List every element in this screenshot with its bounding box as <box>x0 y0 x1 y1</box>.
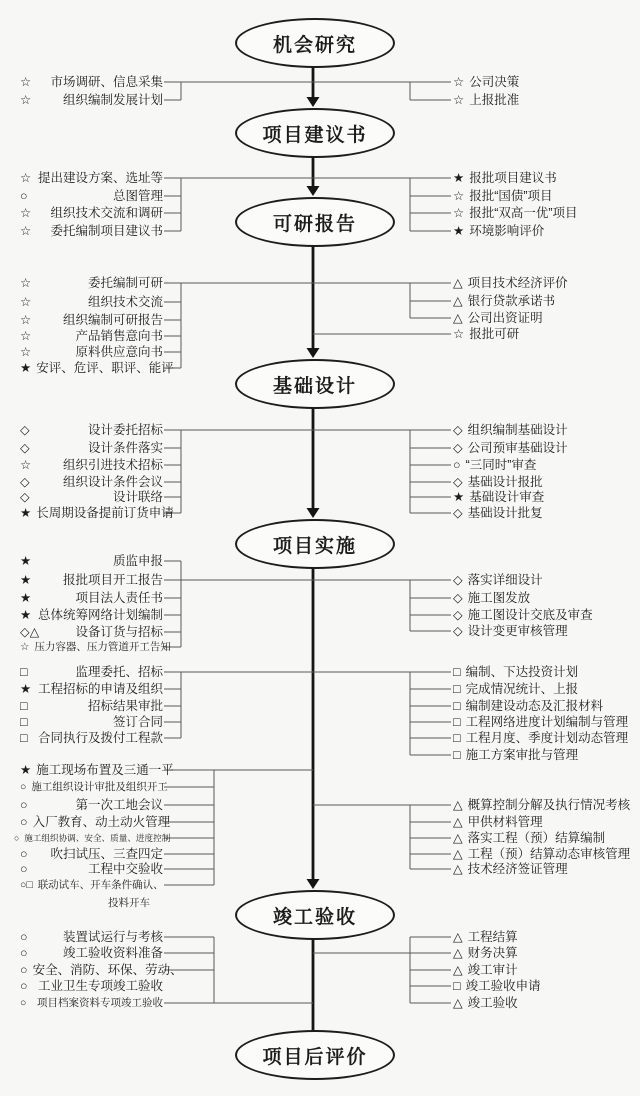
marker-icon: □ <box>453 730 461 745</box>
task-label: 组织编制发展计划 <box>62 92 163 107</box>
task-label: 施工图发放 <box>467 590 531 605</box>
task-item-right <box>453 995 518 1011</box>
task-label: 工程结算 <box>467 929 518 944</box>
marker-icon: ☆ <box>20 74 32 89</box>
task-label: 设计联络 <box>112 489 163 504</box>
marker-icon: ○ <box>20 962 28 977</box>
task-item-right <box>453 223 544 239</box>
marker-icon: △ <box>453 275 463 290</box>
task-label: 委托编制可研 <box>87 275 163 290</box>
task-label: 竣工验收资料准备 <box>62 945 163 960</box>
marker-icon: ☆ <box>20 312 32 327</box>
marker-icon: ○ <box>20 861 28 876</box>
task-label: 工程中交验收 <box>87 861 163 876</box>
task-label: 合同执行及拨付工程款 <box>37 730 163 745</box>
task-item-right <box>453 698 603 714</box>
task-item-right <box>453 730 628 746</box>
task-item-left <box>0 929 163 945</box>
marker-icon: △ <box>453 846 463 861</box>
stage-node-post-evaluation: 项目后评价 <box>235 1030 395 1080</box>
task-item-left <box>0 223 163 239</box>
marker-icon: □ <box>20 664 28 679</box>
task-label: 银行贷款承诺书 <box>467 293 556 308</box>
marker-icon: ◇ <box>453 607 463 622</box>
task-item-left <box>0 978 163 994</box>
task-label: 落实工程（预）结算编制 <box>467 830 606 845</box>
task-item-left <box>0 846 163 862</box>
marker-icon: ◇ <box>453 505 463 520</box>
task-label: 组织引进技术招标 <box>62 457 163 472</box>
task-item-right <box>453 170 557 186</box>
task-label: 编制、下达投资计划 <box>465 664 579 679</box>
marker-icon: ◇ <box>453 572 463 587</box>
task-item-left <box>0 205 163 221</box>
task-label: 设计变更审核管理 <box>467 623 568 638</box>
marker-icon: ☆ <box>20 294 32 309</box>
marker-icon: ○ <box>20 978 28 993</box>
marker-icon: ○ <box>20 846 28 861</box>
marker-icon: ◇ <box>20 489 30 504</box>
marker-icon: ★ <box>453 223 465 238</box>
marker-icon: ☆ <box>20 170 32 185</box>
task-item-right <box>453 929 518 945</box>
task-label: 上报批准 <box>469 92 520 107</box>
marker-icon: □ <box>453 698 461 713</box>
task-item-left <box>0 895 150 911</box>
task-label: 报批可研 <box>469 326 520 341</box>
task-item-left <box>0 861 163 877</box>
marker-icon: ☆ <box>20 275 32 290</box>
marker-icon: □ <box>453 714 461 729</box>
task-item-left <box>0 714 163 730</box>
task-item-right <box>453 590 530 606</box>
task-item-left <box>0 590 163 606</box>
task-label: 报批项目建议书 <box>469 170 557 185</box>
task-item-left <box>0 422 163 438</box>
task-label: 组织设计条件会议 <box>62 474 163 489</box>
task-label: 施工组织协调、安全、质量、进度控制 <box>24 832 171 843</box>
task-item-left <box>0 664 163 680</box>
marker-icon: △ <box>453 962 463 977</box>
task-label: 基础设计审查 <box>469 489 545 504</box>
task-item-right <box>453 607 593 623</box>
task-label: 甲供材料管理 <box>467 814 543 829</box>
task-item-right <box>453 474 543 490</box>
task-item-left <box>0 572 163 588</box>
task-item-left <box>0 360 174 376</box>
task-item-left <box>0 797 163 813</box>
task-item-right <box>453 945 518 961</box>
task-item-left <box>0 830 171 846</box>
task-label: 环境影响评价 <box>469 223 545 238</box>
task-label: 长周期设备提前订货申请 <box>36 505 174 520</box>
marker-icon: ★ <box>20 572 32 587</box>
task-item-right <box>453 326 519 342</box>
task-item-left <box>0 814 171 830</box>
task-label: 施工方案审批与管理 <box>465 747 579 762</box>
task-label: 基础设计批复 <box>467 505 543 520</box>
marker-icon: ★ <box>20 590 32 605</box>
marker-icon: ◇ <box>453 590 463 605</box>
task-item-left <box>0 730 163 746</box>
marker-icon: ☆ <box>453 188 465 203</box>
marker-icon: △ <box>453 830 463 845</box>
marker-icon: ◇ <box>20 474 30 489</box>
task-label: 吹扫试压、三查四定 <box>50 846 163 861</box>
task-label: 产品销售意向书 <box>75 328 163 343</box>
task-label: 招标结果审批 <box>87 698 163 713</box>
task-item-right <box>453 505 543 521</box>
task-item-left <box>0 489 163 505</box>
task-label: 竣工验收 <box>467 995 518 1010</box>
marker-icon: ○ <box>20 797 28 812</box>
task-item-left <box>0 328 163 344</box>
task-item-right <box>453 962 518 978</box>
task-label: 公司出资证明 <box>467 310 543 325</box>
marker-icon: ☆ <box>20 92 32 107</box>
task-item-left <box>0 170 163 186</box>
task-item-right <box>453 830 605 846</box>
task-item-left <box>0 474 163 490</box>
task-label: 公司决策 <box>469 74 520 89</box>
task-item-left <box>0 945 163 961</box>
task-label: 装置试运行与考核 <box>62 929 163 944</box>
task-label: 报批“国债”项目 <box>469 188 553 203</box>
task-item-right <box>453 747 578 763</box>
task-item-right <box>453 422 568 438</box>
task-item-left <box>0 681 163 697</box>
task-item-right <box>453 205 578 221</box>
task-label: 概算控制分解及执行情况考核 <box>467 797 631 812</box>
marker-icon: ○ <box>20 188 28 203</box>
task-label: 财务决算 <box>467 945 518 960</box>
marker-icon: ○ <box>20 945 28 960</box>
task-label: 报批项目开工报告 <box>62 572 163 587</box>
stage-node-feasibility-report: 可研报告 <box>235 197 395 247</box>
marker-icon: ★ <box>20 505 32 520</box>
task-label: 竣工审计 <box>467 962 518 977</box>
task-item-right <box>453 623 568 639</box>
task-item-left <box>0 779 168 795</box>
marker-icon: ○ <box>20 814 28 829</box>
task-item-left <box>0 624 163 640</box>
marker-icon: ◇ <box>453 474 463 489</box>
task-label: 施工组织设计审批及组织开工 <box>31 780 168 793</box>
task-label: 基础设计报批 <box>467 474 543 489</box>
stage-node-opportunity-study: 机会研究 <box>235 18 395 68</box>
task-item-right <box>453 74 519 90</box>
task-label: 组织技术交流 <box>87 294 163 309</box>
task-label: 质监申报 <box>112 553 163 568</box>
task-item-left <box>0 440 163 456</box>
task-label: 提出建设方案、选址等 <box>37 170 163 185</box>
marker-icon: ○ <box>453 457 461 472</box>
task-item-left <box>0 698 163 714</box>
task-item-right <box>453 797 630 813</box>
marker-icon: ◇ <box>453 422 463 437</box>
task-label: 落实详细设计 <box>467 572 543 587</box>
task-item-left <box>0 607 163 623</box>
stage-node-implementation: 项目实施 <box>235 519 395 569</box>
task-label: 施工现场布置及三通一平 <box>36 762 174 777</box>
task-item-left <box>0 995 163 1011</box>
marker-icon: ○ <box>14 832 20 843</box>
marker-icon: △ <box>453 945 463 960</box>
marker-icon: △ <box>453 797 463 812</box>
stage-node-project-proposal: 项目建议书 <box>235 108 395 158</box>
task-label: 工程月度、季度计划动态管理 <box>465 730 629 745</box>
task-item-left <box>0 457 163 473</box>
task-label: 公司预审基础设计 <box>467 440 568 455</box>
marker-icon: ★ <box>20 681 32 696</box>
task-item-left <box>0 639 171 655</box>
task-label: 安评、危评、职评、能评 <box>36 360 174 375</box>
task-label: 组织技术交流和调研 <box>50 205 163 220</box>
marker-icon: □ <box>453 681 461 696</box>
marker-icon: ◇ <box>453 623 463 638</box>
task-label: 委托编制项目建议书 <box>50 223 163 238</box>
task-label: 项目法人责任书 <box>75 590 163 605</box>
marker-icon: ☆ <box>453 205 465 220</box>
marker-icon: ☆ <box>20 328 32 343</box>
task-item-right <box>453 846 630 862</box>
task-item-left <box>0 553 163 569</box>
task-label: 投料开车 <box>108 896 150 909</box>
task-label: 压力容器、压力管道开工告知 <box>34 640 171 653</box>
marker-icon: ☆ <box>453 92 465 107</box>
task-label: 竣工验收申请 <box>465 978 541 993</box>
task-item-left <box>0 275 163 291</box>
marker-icon: ★ <box>453 170 465 185</box>
task-label: 入厂教育、动土动火管理 <box>32 814 171 829</box>
marker-icon: ☆ <box>20 344 32 359</box>
marker-icon: ◇ <box>20 440 30 455</box>
task-item-right <box>453 440 568 456</box>
task-label: “三同时”审查 <box>465 457 537 472</box>
task-label: 联动试车、开车条件确认、 <box>37 878 164 891</box>
marker-icon: ○ <box>20 780 27 793</box>
task-item-left <box>0 762 174 778</box>
task-item-right <box>453 188 553 204</box>
marker-icon: ★ <box>20 762 32 777</box>
task-label: 完成情况统计、上报 <box>465 681 579 696</box>
task-label: 市场调研、信息采集 <box>50 74 163 89</box>
task-label: 工业卫生专项竣工验收 <box>37 978 163 993</box>
task-label: 安全、消防、环保、劳动、 <box>32 962 183 977</box>
task-item-right <box>453 681 578 697</box>
task-label: 监理委托、招标 <box>75 664 163 679</box>
task-label: 项目技术经济评价 <box>467 275 568 290</box>
stage-node-completion-acceptance: 竣工验收 <box>235 890 395 940</box>
task-item-left <box>0 877 163 893</box>
marker-icon: □ <box>453 664 461 679</box>
task-label: 设计委托招标 <box>87 422 163 437</box>
task-item-right <box>453 814 543 830</box>
task-item-right <box>453 293 555 309</box>
marker-icon: △ <box>453 861 463 876</box>
marker-icon: ◇ <box>453 440 463 455</box>
task-item-right <box>453 92 519 108</box>
marker-icon: ★ <box>20 607 32 622</box>
marker-icon: ◇ <box>20 422 30 437</box>
task-label: 工程（预）结算动态审核管理 <box>467 846 631 861</box>
task-item-right <box>453 457 536 473</box>
task-item-right <box>453 572 543 588</box>
task-label: 工程招标的申请及组织 <box>37 681 163 696</box>
marker-icon: ☆ <box>453 326 465 341</box>
marker-icon: △ <box>453 814 463 829</box>
marker-icon: ◇△ <box>20 624 40 639</box>
task-item-right <box>453 664 578 680</box>
marker-icon: □ <box>453 978 461 993</box>
task-label: 设备订货与招标 <box>75 624 163 639</box>
marker-icon: ☆ <box>20 640 30 653</box>
task-item-right <box>453 978 541 994</box>
task-label: 第一次工地会议 <box>75 797 163 812</box>
marker-icon: △ <box>453 310 463 325</box>
marker-icon: ☆ <box>20 457 32 472</box>
task-item-left <box>0 294 163 310</box>
task-item-left <box>0 74 163 90</box>
task-label: 总图管理 <box>112 188 163 203</box>
task-label: 编制建设动态及汇报材料 <box>465 698 604 713</box>
marker-icon: ○□ <box>20 878 33 891</box>
task-label: 总体统筹网络计划编制 <box>37 607 163 622</box>
marker-icon: □ <box>20 714 28 729</box>
task-item-left <box>0 312 163 328</box>
task-label: 组织编制可研报告 <box>62 312 163 327</box>
task-item-left <box>0 962 183 978</box>
task-label: 项目档案资料专项竣工验收 <box>37 996 163 1009</box>
marker-icon: ★ <box>20 360 32 375</box>
task-item-right <box>453 310 543 326</box>
marker-icon: □ <box>20 730 28 745</box>
task-item-right <box>453 275 568 291</box>
marker-icon: ○ <box>20 929 28 944</box>
task-item-right <box>453 861 568 877</box>
task-label: 签订合同 <box>112 714 163 729</box>
marker-icon: □ <box>453 747 461 762</box>
task-item-left <box>0 188 163 204</box>
task-item-left <box>0 505 174 521</box>
marker-icon: □ <box>20 698 28 713</box>
marker-icon: △ <box>453 293 463 308</box>
marker-icon: △ <box>453 995 463 1010</box>
stage-node-basic-design: 基础设计 <box>235 359 395 409</box>
task-label: 技术经济签证管理 <box>467 861 568 876</box>
marker-icon: ☆ <box>20 223 32 238</box>
marker-icon: △ <box>453 929 463 944</box>
marker-icon: ☆ <box>453 74 465 89</box>
marker-icon: ★ <box>453 489 465 504</box>
marker-icon: ★ <box>20 553 32 568</box>
task-item-right <box>453 714 628 730</box>
task-label: 原料供应意向书 <box>75 344 163 359</box>
task-label: 报批“双高一优”项目 <box>469 205 578 220</box>
task-item-right <box>453 489 544 505</box>
task-label: 设计条件落实 <box>87 440 163 455</box>
task-label: 工程网络进度计划编制与管理 <box>465 714 629 729</box>
task-label: 施工图设计交底及审查 <box>467 607 593 622</box>
marker-icon: ○ <box>20 996 27 1009</box>
task-item-left <box>0 344 163 360</box>
marker-icon: ☆ <box>20 205 32 220</box>
task-item-left <box>0 92 163 108</box>
task-label: 组织编制基础设计 <box>467 422 568 437</box>
